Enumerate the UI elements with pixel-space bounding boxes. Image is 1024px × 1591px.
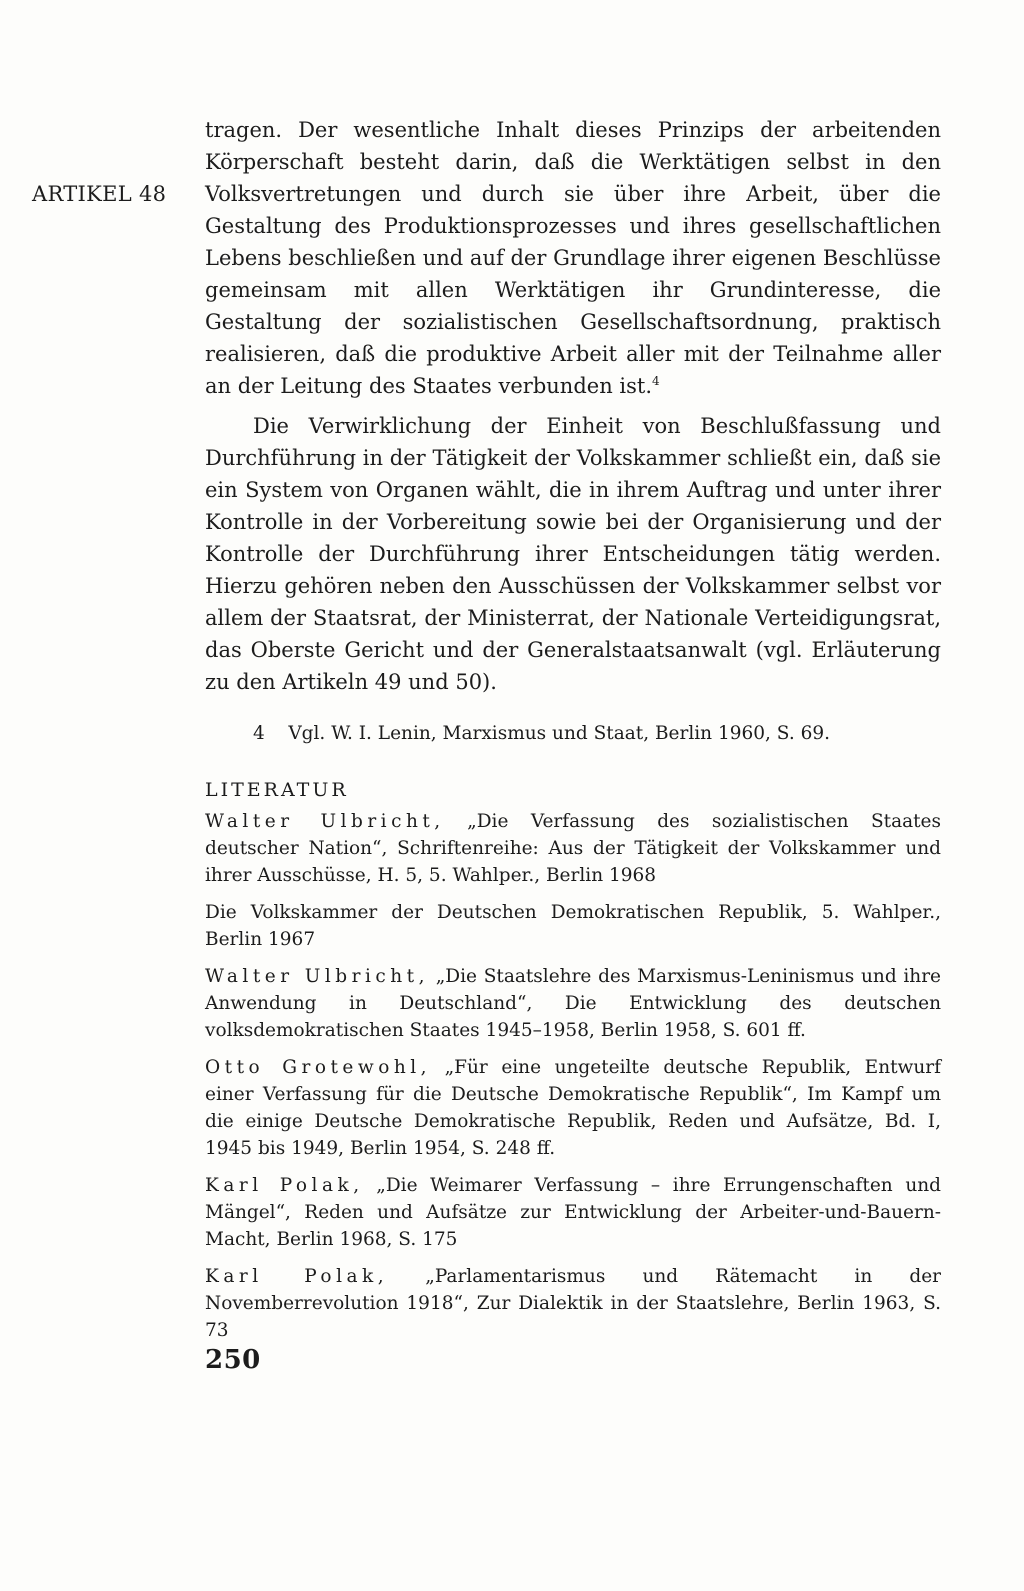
literature-entry xyxy=(205,963,941,1044)
literature-entry xyxy=(205,808,941,889)
footnote xyxy=(205,720,941,748)
footnote-number: 4 xyxy=(253,723,265,744)
body-paragraph-1 xyxy=(205,114,941,402)
literature-text: „Die Verfassung des sozialistischen Staates deutscher Nation“, Schriftenreihe: Aus der Tätigkeit der Volkskammer und ihrer Ausschüsse, H. 5, 5. Wahlper., Berlin 1968 xyxy=(205,811,941,886)
footnote-reference: 4 xyxy=(652,374,660,388)
literature-text: „Die Weimarer Verfassung – ihre Errungenschaften und Mängel“, Reden und Aufsätze zur Entwicklung der Arbeiter-und-Bauern-Macht, Berlin 1968, S. 175 xyxy=(205,1175,941,1250)
literature-author: Karl Polak, xyxy=(205,1175,364,1196)
body-paragraph-1-text: tragen. Der wesentliche Inhalt dieses Prinzips der arbeitenden Körperschaft besteht darin, daß die Werktätigen selbst in den Volksvertretungen und durch sie über ihre Arbeit, über die Gestaltung des Produktionsprozesses und ihres gesellschaftlichen Lebens beschließen und auf der Grundlage ihrer eigenen Beschlüsse gemeinsam mit allen Werktätigen ihr Grundinteresse, die Gestaltung der sozialistischen Gesellschaftsordnung, praktisch realisieren, daß die produktive Arbeit aller mit der Teilnahme aller an der Leitung des Staates verbunden ist. xyxy=(205,118,941,398)
text-column xyxy=(205,114,941,1354)
literature-text: „Für eine ungeteilte deutsche Republik, Entwurf einer Verfassung für die Deutsche Demokratische Republik“, Im Kampf um die einige Deutsche Demokratische Republik, Reden und Aufsätze, Bd. I, 1945 bis 1949, Berlin 1954, S. 248 ff. xyxy=(205,1057,941,1159)
literature-author: Otto Grotewohl, xyxy=(205,1057,432,1078)
article-margin-label: ARTIKEL 48 xyxy=(32,182,167,206)
literature-text: Die Volkskammer der Deutschen Demokratischen Republik, 5. Wahlper., Berlin 1967 xyxy=(205,902,941,950)
literature-heading: LITERATUR xyxy=(205,779,349,801)
literature-text: „Die Staatslehre des Marxismus-Leninismus und ihre Anwendung in Deutschland“, Die Entwicklung des deutschen volksdemokratischen Staates 1945–1958, Berlin 1958, S. 601 ff. xyxy=(205,966,941,1041)
page-number: 250 xyxy=(205,1345,261,1375)
literature-entry xyxy=(205,1263,941,1344)
literature-entry xyxy=(205,1172,941,1253)
body-paragraph-2: Die Verwirklichung der Einheit von Beschlußfassung und Durchführung in der Tätigkeit der Volkskammer schließt ein, daß sie ein System von Organen wählt, die in ihrem Auftrag und unter ihrer Kontrolle in der Vorbereitung sowie bei der Organisierung und der Kontrolle der Durchführung ihrer Entscheidungen tätig werden. Hierzu gehören neben den Ausschüssen der Volkskammer selbst vor allem der Staatsrat, der Ministerrat, der Nationale Verteidigungsrat, das Oberste Gericht und der Generalstaatsanwalt (vgl. Erläuterung zu den Artikeln 49 und 50). xyxy=(205,414,941,694)
literature-author: Karl Polak, xyxy=(205,1266,389,1287)
footnote-text: Vgl. W. I. Lenin, Marxismus und Staat, Berlin 1960, S. 69. xyxy=(288,723,831,744)
literature-author: Walter Ulbricht, xyxy=(205,966,429,987)
literature-entry xyxy=(205,899,941,953)
literature-entry xyxy=(205,1054,941,1162)
literature-author: Walter Ulbricht, xyxy=(205,811,445,832)
literature-text: „Parlamentarismus und Rätemacht in der Novemberrevolution 1918“, Zur Dialektik in der Staatslehre, Berlin 1963, S. 73 xyxy=(205,1266,941,1341)
